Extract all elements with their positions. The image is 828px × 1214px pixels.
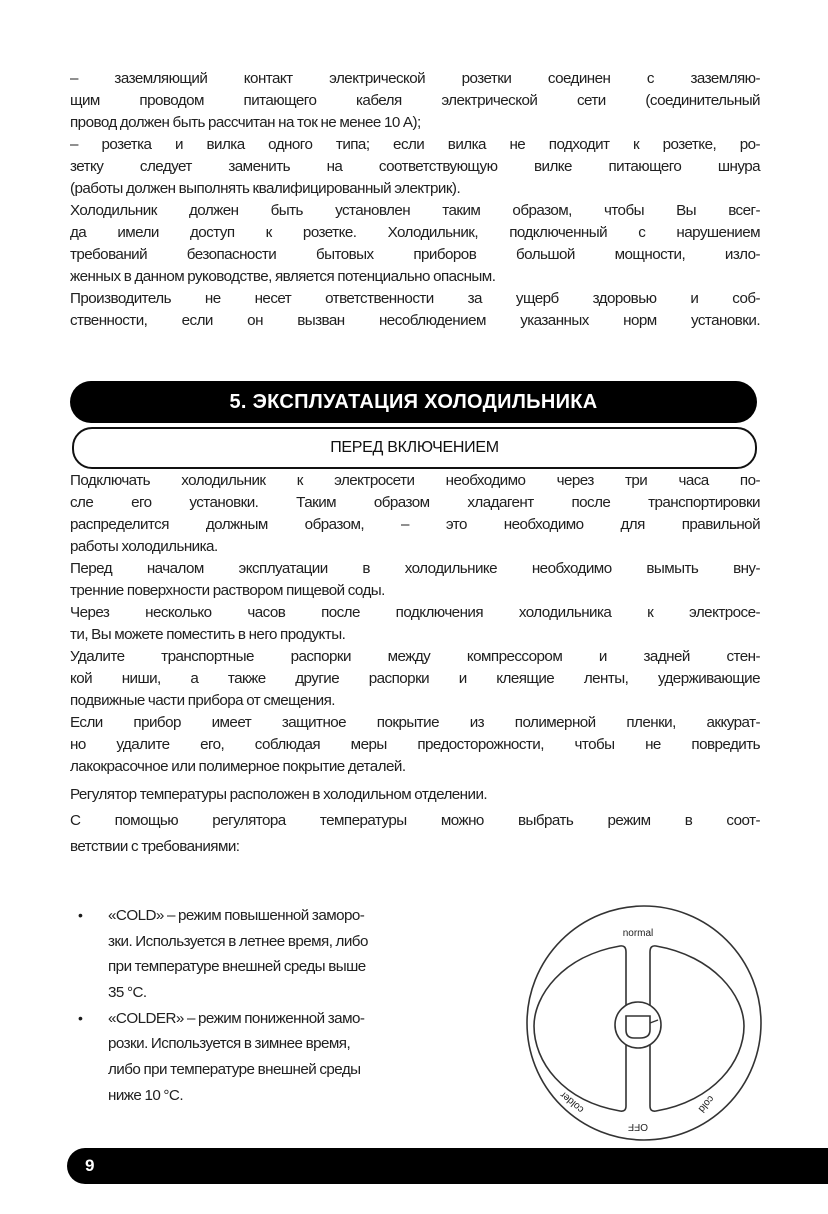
text-line: ниже 10 °С. — [108, 1086, 184, 1104]
page-number: 9 — [85, 1156, 95, 1175]
text-line: щим проводом питающего кабеля электрической сети (соединительный — [70, 92, 760, 109]
body-text — [70, 470, 760, 860]
section-title: 5. ЭКСПЛУАТАЦИЯ ХОЛОДИЛЬНИКА — [70, 381, 757, 423]
text-line: требований безопасности бытовых приборов большой мощности, изло- — [70, 246, 760, 263]
text-line: Если прибор имеет защитное покрытие из полимерной пленки, аккурат- — [70, 714, 760, 731]
bullet-icon: • — [78, 1009, 83, 1026]
text-line: Подключать холодильник к электросети необходимо через три часа по- — [70, 472, 760, 489]
page-footer — [67, 1148, 828, 1184]
text-line: зетку следует заменить на соответствующую вилке питающего шнура — [70, 158, 760, 175]
text-line: тренние поверхности раствором пищевой соды. — [70, 582, 385, 599]
dial-label-normal: normal — [622, 928, 654, 939]
intro-text — [70, 68, 760, 332]
text-line: но удалите его, соблюдая меры предосторожности, чтобы не повредить — [70, 736, 760, 753]
text-line: работы холодильника. — [70, 538, 218, 555]
text-line: (работы должен выполнять квалифицированный электрик). — [70, 180, 461, 197]
text-line: при температуре внешней среды выше — [108, 958, 366, 976]
text-line: «COLD» – режим повышенной заморо- — [108, 907, 365, 924]
text-line: – заземляющий контакт электрической розетки соединен с заземляю- — [70, 70, 760, 87]
text-line: ственности, если он вызван несоблюдением указанных норм установки. — [70, 312, 760, 329]
text-line: провод должен быть рассчитан на ток не менее 10 А); — [70, 114, 421, 131]
subsection-title: ПЕРЕД ВКЛЮЧЕНИЕМ — [72, 427, 757, 469]
list-item-colder — [70, 1006, 490, 1109]
thermostat-dial-icon — [522, 896, 766, 1146]
dial-label-off: OFF — [628, 1121, 648, 1132]
thermostat-dial-diagram — [522, 896, 766, 1146]
text-line: лакокрасочное или полимерное покрытие деталей. — [70, 758, 406, 775]
text-line: подвижные части прибора от смещения. — [70, 692, 335, 709]
text-line: 35 °С. — [108, 984, 147, 1002]
dial-label-cold: cold — [695, 1093, 717, 1115]
list-item-cold — [70, 903, 490, 1006]
text-line: «COLDER» – режим пониженной замо- — [108, 1009, 365, 1027]
text-line: ветствии с требованиями: — [70, 838, 240, 855]
text-line: С помощью регулятора температуры можно выбрать режим в соот- — [70, 812, 760, 829]
text-line: розки. Используется в зимнее время, — [108, 1035, 351, 1053]
text-line: сле его установки. Таким образом хладагент после транспортировки — [70, 494, 760, 511]
text-line: – розетка и вилка одного типа; если вилка не подходит к розетке, ро- — [70, 136, 760, 153]
text-line: ти, Вы можете поместить в него продукты. — [70, 626, 346, 643]
dial-label-colder: colder — [558, 1088, 587, 1115]
text-line: зки. Используется в летнее время, либо — [108, 932, 368, 950]
mode-list — [70, 903, 490, 1109]
text-line: распределится должным образом, – это необходимо для правильной — [70, 516, 760, 533]
text-line: Холодильник должен быть установлен таким образом, чтобы Вы всег- — [70, 202, 760, 219]
text-line: да имели доступ к розетке. Холодильник, подключенный с нарушением — [70, 224, 760, 241]
text-line: либо при температуре внешней среды — [108, 1061, 361, 1079]
text-line: Производитель не несет ответственности за ущерб здоровью и соб- — [70, 290, 760, 307]
text-line: женных в данном руководстве, является потенциально опасным. — [70, 268, 496, 285]
bullet-icon: • — [78, 907, 83, 923]
text-line: Удалите транспортные распорки между компрессором и задней стен- — [70, 648, 760, 665]
text-line: Перед началом эксплуатации в холодильнике необходимо вымыть вну- — [70, 560, 760, 577]
text-line: Через несколько часов после подключения холодильника к электросе- — [70, 604, 760, 621]
text-line: Регулятор температуры расположен в холодильном отделении. — [70, 786, 488, 803]
text-line: кой ниши, а также другие распорки и клеящие ленты, удерживающие — [70, 670, 760, 687]
